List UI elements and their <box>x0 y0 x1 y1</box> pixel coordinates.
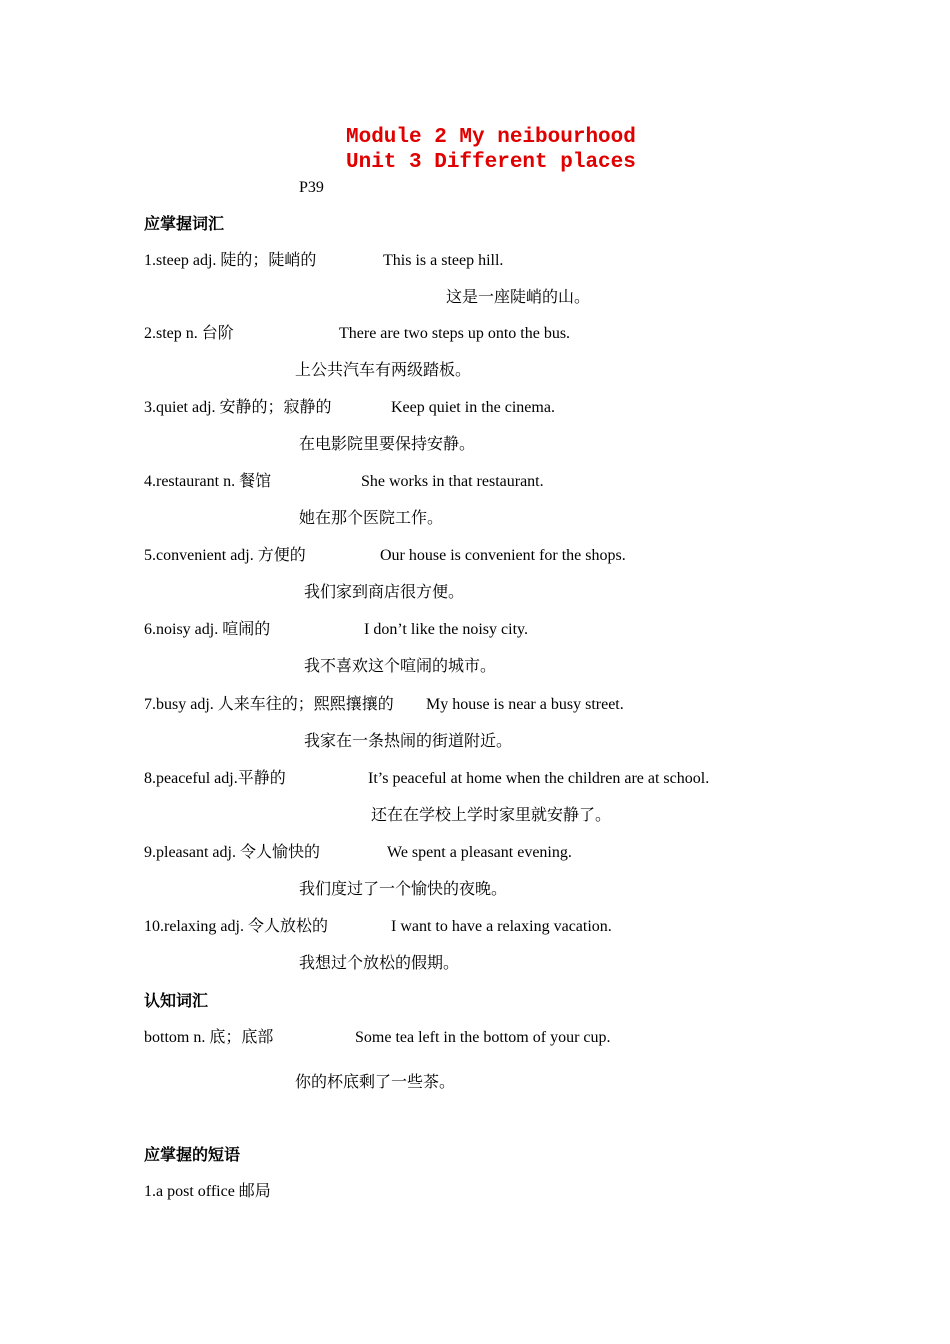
vocab-translation: 我想过个放松的假期。 <box>299 955 460 972</box>
vocab-translation: 我家在一条热闹的街道附近。 <box>304 733 513 750</box>
vocab-example: My house is near a busy street. <box>426 696 624 713</box>
vocab-term: 3.quiet adj. 安静的；寂静的 <box>144 399 332 416</box>
vocab-translation: 她在那个医院工作。 <box>299 510 444 527</box>
vocab-translation: 我们家到商店很方便。 <box>304 584 465 601</box>
vocab-example: She works in that restaurant. <box>361 473 544 490</box>
vocab-translation: 还在在学校上学时家里就安静了。 <box>371 807 612 824</box>
vocab-example: I want to have a relaxing vacation. <box>391 918 612 935</box>
vocab-term: 5.convenient adj. 方便的 <box>144 547 306 564</box>
recognition-example: Some tea left in the bottom of your cup. <box>355 1029 611 1046</box>
vocab-example: It’s peaceful at home when the children are at school. <box>368 770 710 787</box>
title-line-1: Module 2 My neibourhood <box>346 126 636 149</box>
vocab-example: This is a steep hill. <box>383 252 504 269</box>
vocab-example: We spent a pleasant evening. <box>387 844 572 861</box>
vocab-example: Our house is convenient for the shops. <box>380 547 626 564</box>
vocab-translation: 这是一座陡峭的山。 <box>446 289 591 306</box>
vocab-term: 4.restaurant n. 餐馆 <box>144 473 272 490</box>
vocab-example: There are two steps up onto the bus. <box>339 325 571 342</box>
vocab-translation: 我不喜欢这个喧闹的城市。 <box>304 658 497 675</box>
title-line-2: Unit 3 Different places <box>346 151 636 174</box>
vocab-example: I don’t like the noisy city. <box>364 621 528 638</box>
vocab-term: 6.noisy adj. 喧闹的 <box>144 621 271 638</box>
vocab-translation: 在电影院里要保持安静。 <box>299 436 476 453</box>
recognition-term: bottom n. 底；底部 <box>144 1029 274 1046</box>
phrases-heading: 应掌握的短语 <box>144 1147 241 1164</box>
vocab-term: 7.busy adj. 人来车往的；熙熙攘攘的 <box>144 696 394 713</box>
vocab-translation: 我们度过了一个愉快的夜晚。 <box>299 881 508 898</box>
vocab-term: 2.step n. 台阶 <box>144 325 234 342</box>
recognition-vocab-heading: 认知词汇 <box>144 993 209 1010</box>
phrase-item: 1.a post office 邮局 <box>144 1183 271 1200</box>
recognition-translation: 你的杯底剩了一些茶。 <box>295 1074 456 1091</box>
vocab-term: 1.steep adj. 陡的；陡峭的 <box>144 252 317 269</box>
vocab-translation: 上公共汽车有两级踏板。 <box>295 362 472 379</box>
vocab-term: 8.peaceful adj.平静的 <box>144 770 286 787</box>
vocab-term: 10.relaxing adj. 令人放松的 <box>144 918 328 935</box>
page-reference: P39 <box>299 179 324 196</box>
vocab-example: Keep quiet in the cinema. <box>391 399 555 416</box>
vocab-term: 9.pleasant adj. 令人愉快的 <box>144 844 320 861</box>
required-vocab-heading: 应掌握词汇 <box>144 216 225 233</box>
